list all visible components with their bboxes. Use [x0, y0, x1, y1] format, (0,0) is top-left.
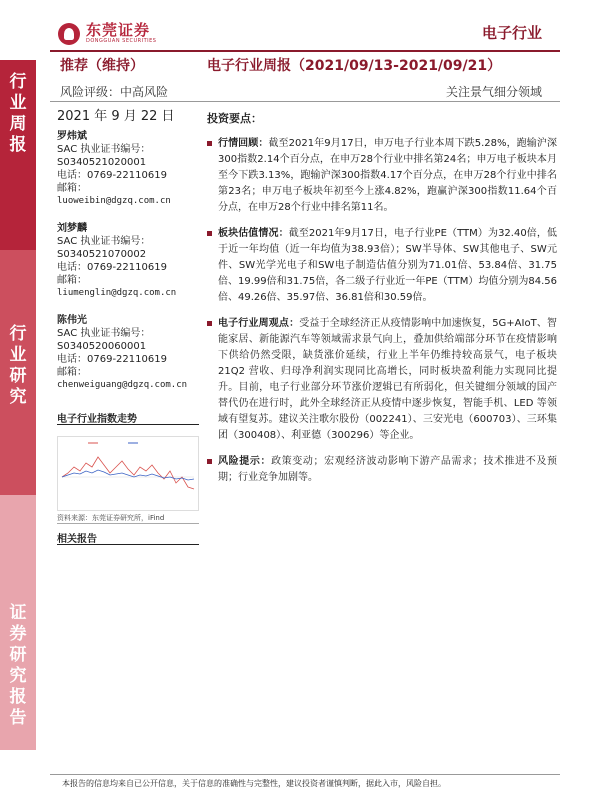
- report-date: 2021 年 9 月 22 日: [57, 109, 175, 124]
- analyst-card: [57, 314, 199, 392]
- footer-divider: [50, 774, 560, 775]
- rating: 推荐（维持）: [60, 58, 144, 74]
- analyst-email[interactable]: liumenglin@dgzq.com.cn: [57, 288, 177, 298]
- logo-name-en: DONGGUAN SECURITIES: [86, 38, 157, 44]
- analyst-cert: S0340521020001: [57, 157, 147, 168]
- bullet-head: 行情回顾：: [218, 138, 269, 149]
- analyst-phone: 电话：0769-22110619: [57, 170, 167, 181]
- logo-icon: [58, 23, 80, 45]
- analyst-cert-label: SAC 执业证书编号：: [57, 236, 151, 247]
- logo-name-cn: 东莞证券: [86, 21, 151, 39]
- bullet-market-review: [207, 136, 557, 216]
- report-subtitle: 关注景气细分领域: [445, 85, 542, 99]
- analyst-email-label: 邮箱：: [57, 367, 87, 378]
- analyst-phone: 电话：0769-22110619: [57, 354, 167, 365]
- analyst-cert-label: SAC 执业证书编号：: [57, 144, 151, 155]
- side-bar: [0, 60, 36, 750]
- bullet-text: 截至2021年9月17日，申万电子行业本周下跌5.28%，跑输沪深300指数2.14个百分点，在申万28个行业中排名第24名；申万电子板块本月至今下跌3.13%，跑输沪深300指数4.17个百分点，在申万28个行业中排名第23名；申万电子板块年初至今上涨4.82%，跑赢沪深300指数11.64个百分点，在申万28个行业中排名第11名。: [218, 138, 557, 213]
- side-block-report: [0, 495, 36, 750]
- analyst-email[interactable]: chenweiguang@dgzq.com.cn: [57, 380, 188, 390]
- bullet-valuation: [207, 226, 557, 306]
- company-logo: [58, 22, 156, 45]
- analyst-name: 刘梦麟: [57, 223, 87, 234]
- bullet-text: 截至2021年9月17日，电子行业PE（TTM）为32.40倍，低于近一年均值（近一年均值为38.93倍）；SW半导体、SW其他电子、SW元件、SW光学光电子和SW电子制造估值分别为71.01倍、53.84倍、31.75倍、19.99倍和31.75倍，各二级子行业近一年PE（TTM）均值分别为84.56倍、49.26倍、35.97倍、36.81倍和30.59倍。: [218, 228, 557, 303]
- analyst-email-label: 邮箱：: [57, 183, 87, 194]
- analyst-cert-label: SAC 执业证书编号：: [57, 328, 151, 339]
- side-block-research: [0, 250, 36, 495]
- analyst-name: 罗炜斌: [57, 131, 87, 142]
- footer-disclaimer: 本报告的信息均来自已公开信息，关于信息的准确性与完整性，建议投资者谨慎判断，据此入市，风险自担。: [62, 779, 446, 788]
- bullet-head: 电子行业周观点：: [218, 318, 300, 329]
- index-trend-chart: [57, 436, 199, 511]
- analyst-email[interactable]: luoweibin@dgzq.com.cn: [57, 196, 171, 206]
- subheader-divider: [50, 101, 560, 102]
- industry-title: 电子行业: [481, 24, 542, 42]
- side-label-weekly: 行 业 周 报: [9, 72, 27, 155]
- chart-title-divider: [57, 424, 199, 425]
- bullet-text: 受益于全球经济正从疫情影响中加速恢复，5G+AIoT、智能家居、新能源汽车等领域需求景气向上，叠加供给端部分环节在疫情影响下供给仍然受限，缺货涨价延续，行业上半年仍维持较高景气，电子板块 21Q2 营收、归母净利润实现同比高增长，同时板块盈利能力实现同比提升。目前，电子行业部分环节涨价逻辑已有所弱化，但关键细分领域的国产替代仍在进行时，此外全球经济正从疫情中逐步恢复，智能手机、LED 等领域有望复苏。建议关注歌尔股份（002241）、三安光电（600703）、三环集团（300408）、利亚德（300296）等企业。: [218, 318, 558, 441]
- side-block-weekly: [0, 60, 36, 250]
- analyst-email-label: 邮箱：: [57, 275, 87, 286]
- report-title: 电子行业周报（2021/09/13-2021/09/21）: [207, 58, 502, 74]
- related-reports-heading: 相关报告: [57, 534, 97, 545]
- analyst-card: [57, 130, 199, 208]
- chart-title: 电子行业指数走势: [57, 414, 137, 425]
- analyst-card: [57, 222, 199, 300]
- header-divider: [50, 50, 560, 52]
- side-label-research: 行 业 研 究: [9, 324, 27, 407]
- bullet-head: 板块估值情况：: [218, 228, 289, 239]
- source-divider: [57, 523, 199, 524]
- bullet-weekly-view: [207, 316, 557, 444]
- bullet-head: 风险提示：: [218, 456, 272, 467]
- analyst-name: 陈伟光: [57, 315, 87, 326]
- side-label-report: 证 券 研 究 报 告: [9, 603, 27, 728]
- analyst-cert: S0340520060001: [57, 341, 147, 352]
- analyst-cert: S0340521070002: [57, 249, 147, 260]
- risk-level: 风险评级：中高风险: [60, 85, 169, 99]
- chart-source: 资料来源：东莞证券研究所，iFind: [57, 514, 165, 522]
- index-trend-svg: [58, 437, 198, 510]
- related-divider: [57, 544, 199, 545]
- analyst-phone: 电话：0769-22110619: [57, 262, 167, 273]
- bullet-risk: [207, 454, 557, 486]
- bullet-text: 政策变动；宏观经济波动影响下游产品需求；技术推进不及预期；行业竞争加剧等。: [218, 456, 558, 483]
- series-line-hs300: [62, 470, 194, 480]
- right-column: [207, 110, 557, 496]
- left-column: [57, 105, 199, 406]
- investment-points-title: 投资要点：: [207, 112, 262, 125]
